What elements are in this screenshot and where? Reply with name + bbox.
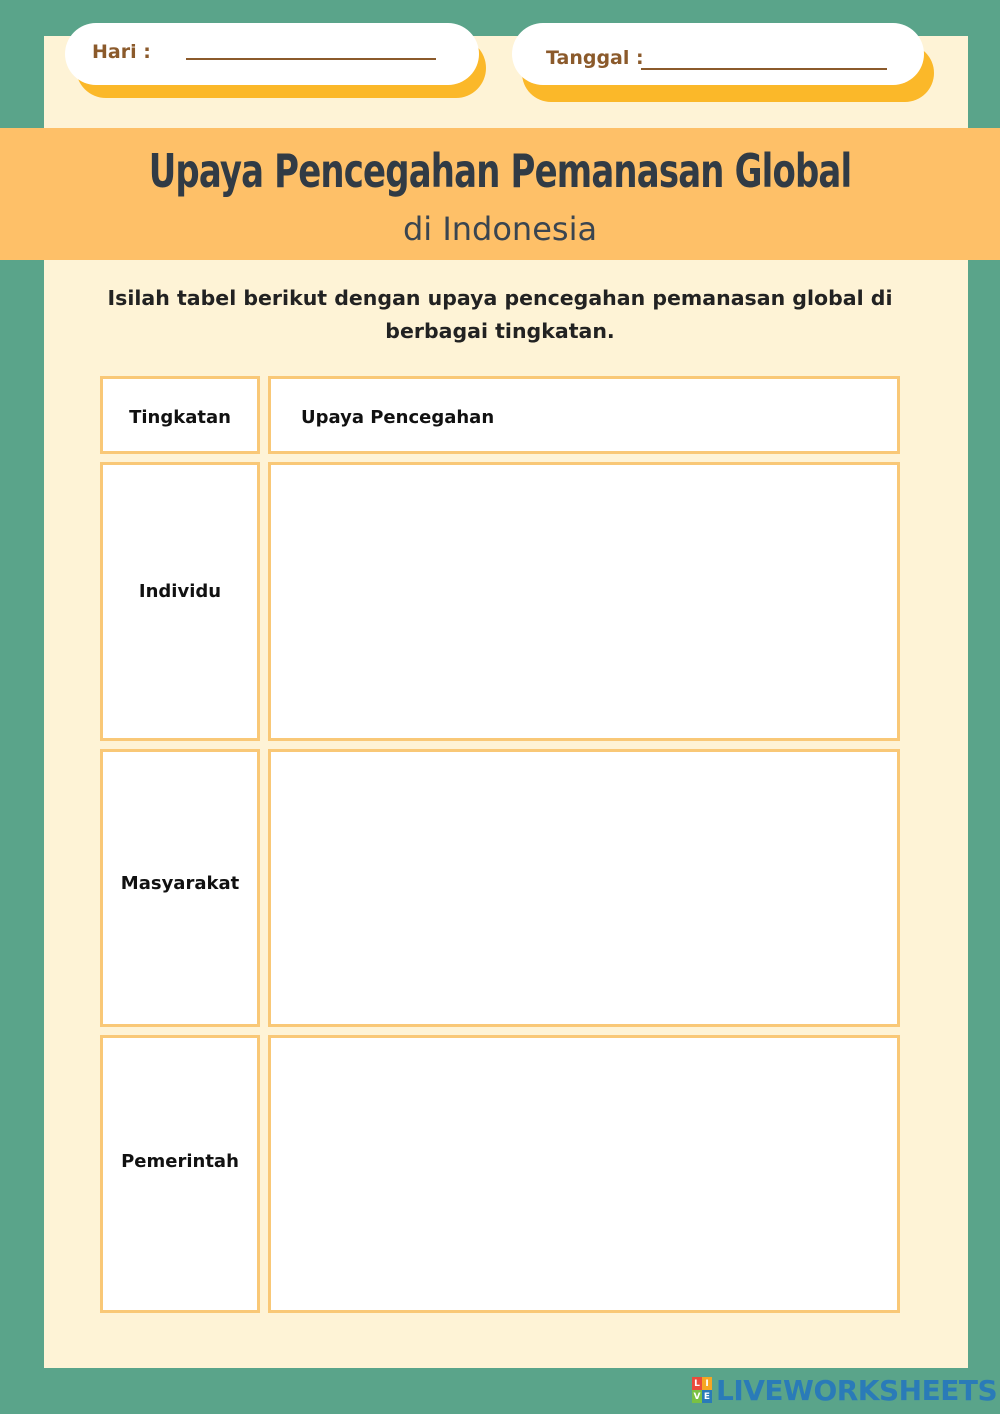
header-level-label: Tingkatan: [129, 407, 231, 428]
level-label-pemerintah: Pemerintah: [121, 1151, 239, 1172]
day-input-line[interactable]: [186, 58, 436, 60]
level-label-individu: Individu: [138, 581, 222, 602]
level-cell-pemerintah: [100, 1035, 260, 1313]
page-subtitle: di Indonesia: [402, 210, 598, 248]
page-title: Upaya Pencegahan Pemanasan Global: [148, 144, 852, 198]
level-label-masyarakat: Masyarakat: [120, 873, 240, 894]
instructions-text: Isilah tabel berikut dengan upaya pencegahan pemanasan global di berbagai tingkatan.: [107, 286, 893, 343]
liveworksheets-wordmark: LIVEWORKSHEETS: [716, 1373, 998, 1407]
answer-cell-individu[interactable]: [268, 462, 900, 741]
day-label: Hari :: [92, 41, 151, 63]
answer-cell-masyarakat[interactable]: [268, 749, 900, 1027]
date-input-line[interactable]: [641, 68, 887, 70]
answer-cell-pemerintah[interactable]: [268, 1035, 900, 1313]
liveworksheets-icon: L I V E: [693, 1378, 711, 1402]
date-label: Tanggal :: [546, 47, 644, 69]
header-prevention-label: Upaya Pencegahan: [301, 407, 495, 428]
liveworksheets-logo[interactable]: [692, 1372, 997, 1408]
